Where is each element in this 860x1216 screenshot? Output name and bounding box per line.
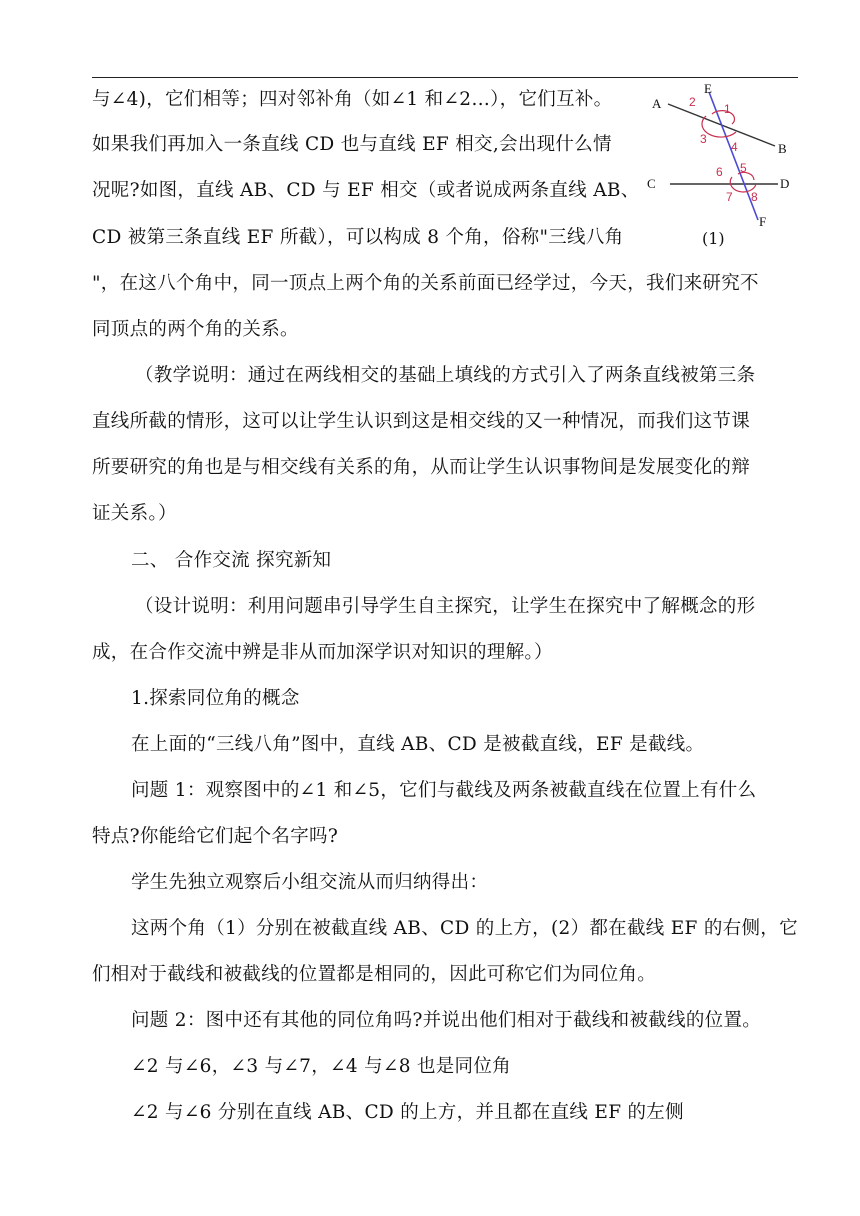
point-label-d: D [780,176,790,191]
point-label-e: E [704,81,712,96]
text-line: 这两个角（1）分别在被截直线 AB、CD 的上方，(2）都在截线 EF 的右侧，它 [131,918,798,939]
text-line: （设计说明：利用问题串引导学生自主探究，让学生在探究中了解概念的形 [135,596,756,617]
angle-number-7: 7 [726,190,733,204]
angle-number-6: 6 [716,165,723,179]
angle-number-2: 2 [689,95,696,109]
text-line: 学生先独立观察后小组交流从而归纳得出： [131,872,489,893]
angle-number-5: 5 [740,161,747,175]
angle-number-8: 8 [751,190,758,204]
subsection-heading: 1.探索同位角的概念 [131,688,300,709]
point-label-a: A [652,96,662,111]
text-line: 直线所截的情形，这可以让学生认识到这是相交线的又一种情况，而我们这节课 [92,411,751,432]
text-line: 证关系。） [92,503,177,524]
header-rule [92,77,798,78]
text-line: 特点?你能给它们起个名字吗? [92,826,339,847]
text-line: 问题 2：图中还有其他的同位角吗?并说出他们相对于截线和被截线的位置。 [131,1010,762,1031]
text-line: 在上面的“三线八角”图中，直线 AB、CD 是被截直线，EF 是截线。 [131,734,705,755]
section-heading: 二、 合作交流 探究新知 [131,550,332,571]
text-line: ∠2 与∠6 分别在直线 AB、CD 的上方，并且都在直线 EF 的左侧 [131,1102,684,1123]
point-label-f: F [759,214,767,229]
text-line: 所要研究的角也是与相交线有关系的角，从而让学生认识事物间是发展变化的辩 [92,457,751,478]
figure-caption: (1) [702,229,725,248]
text-line: 成，在合作交流中辨是非从而加深学识对知识的理解。） [92,642,553,663]
angle-number-3: 3 [700,132,707,146]
text-line: 同顶点的两个角的关系。 [92,319,299,340]
text-line: 们相对于截线和被截线的位置都是相同的，因此可称它们为同位角。 [92,964,657,985]
text-line: 况呢?如图，直线 AB、CD 与 EF 相交（或者说成两条直线 AB、 [92,180,640,201]
text-line: "，在这八个角中，同一顶点上两个角的关系前面已经学过，今天，我们来研究不 [92,273,759,294]
angle-number-4: 4 [731,140,738,154]
text-line: CD 被第三条直线 EF 所截），可以构成 8 个角，俗称"三线八角 [92,227,624,248]
text-line: （教学说明：通过在两线相交的基础上填线的方式引入了两条直线被第三条 [135,365,756,386]
text-line: 与∠4)，它们相等；四对邻补角（如∠1 和∠2…），它们互补。 [92,89,613,110]
point-label-b: B [778,141,787,156]
text-line: 如果我们再加入一条直线 CD 也与直线 EF 相交,会出现什么情 [92,134,612,155]
text-line: 问题 1：观察图中的∠1 和∠5，它们与截线及两条被截直线在位置上有什么 [131,780,757,801]
text-line: ∠2 与∠6，∠3 与∠7，∠4 与∠8 也是同位角 [131,1056,511,1077]
point-label-c: C [647,176,656,191]
angle-number-1: 1 [724,102,731,116]
